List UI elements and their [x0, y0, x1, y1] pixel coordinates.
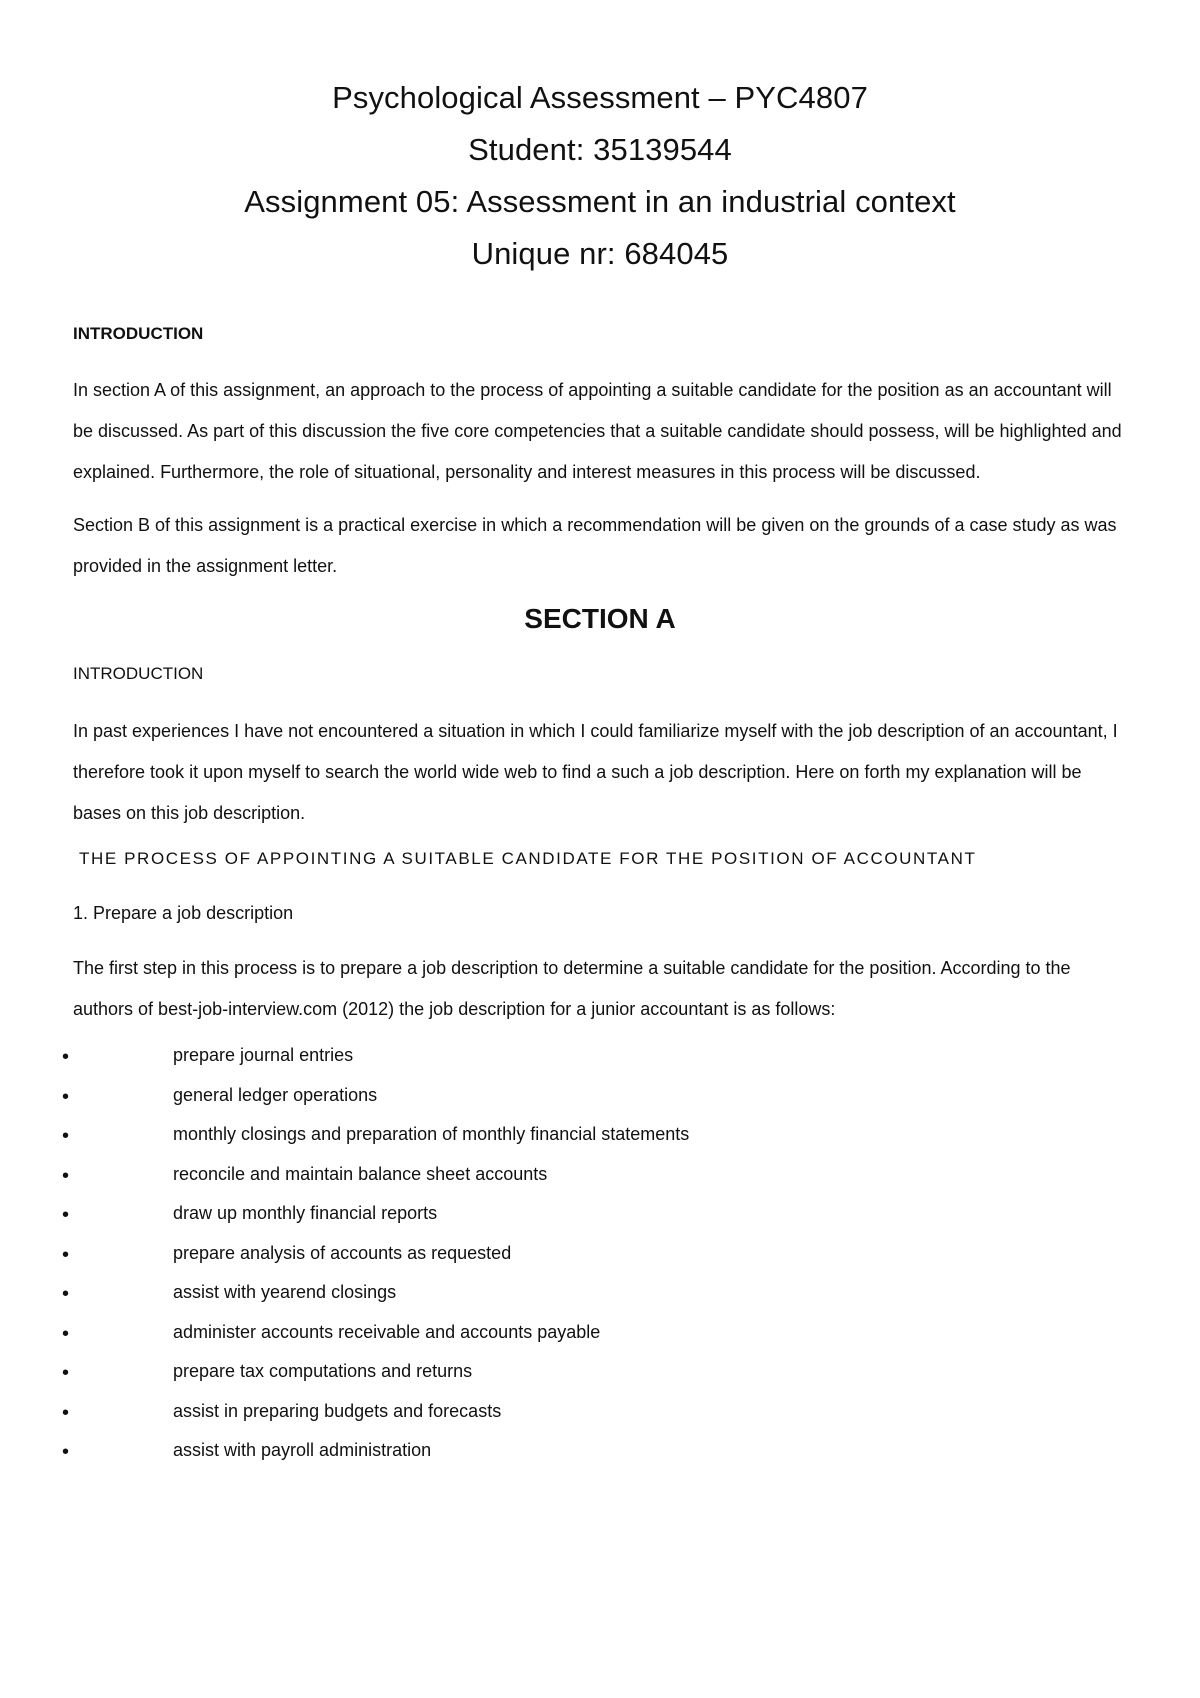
list-item [0, 1279, 1133, 1319]
list-item [0, 1358, 1133, 1398]
list-item-text: assist with payroll administration [173, 1440, 432, 1460]
course-title: Psychological Assessment – PYC4807 [332, 80, 868, 115]
step-1-paragraph: The first step in this process is to prepare a job description to determine a suitable candidate for the position. According to the authors of best-job-interview.com (2012) the job description for a junior accountant is as follows: [73, 958, 1071, 1019]
list-item-text: assist with yearend closings [173, 1282, 397, 1302]
process-heading: THE PROCESS OF APPOINTING A SUITABLE CANDIDATE FOR THE POSITION OF ACCOUNTANT [79, 849, 977, 868]
bullet-icon: • [62, 1362, 70, 1384]
bullet-icon: • [62, 1125, 70, 1147]
list-item-text: general ledger operations [173, 1084, 378, 1105]
bullet-icon: • [62, 1441, 70, 1463]
list-item [0, 1121, 1133, 1161]
bullet-icon: • [62, 1164, 70, 1187]
list-item [0, 1319, 1133, 1359]
job-description-list [0, 1042, 1133, 1477]
assignment-title: Assignment 05: Assessment in an industrial context [244, 184, 956, 219]
bullet-icon: • [62, 1085, 70, 1108]
document-title-block [0, 72, 1200, 280]
unique-number: Unique nr: 684045 [471, 236, 729, 271]
bullet-icon: • [62, 1204, 70, 1226]
section-a-introduction-heading: INTRODUCTION [73, 664, 204, 683]
introduction-heading: INTRODUCTION [73, 324, 204, 343]
introduction-paragraph-2: Section B of this assignment is a practical exercise in which a recommendation will be given on the grounds of a case study as was provided in the assignment letter. [73, 515, 1117, 576]
bullet-icon: • [62, 1046, 70, 1068]
list-item-text: prepare analysis of accounts as requested [173, 1242, 512, 1263]
step-1-heading: 1. Prepare a job description [73, 903, 294, 923]
list-item-text: assist in preparing budgets and forecasts [173, 1400, 502, 1421]
list-item-text: monthly closings and preparation of monthly financial statements [173, 1124, 690, 1144]
bullet-icon: • [62, 1243, 70, 1266]
list-item [0, 1082, 1133, 1122]
bullet-icon: • [62, 1322, 70, 1345]
list-item-text: administer accounts receivable and accounts payable [173, 1321, 601, 1342]
document-body [62, 322, 1133, 1477]
list-item [0, 1398, 1133, 1438]
list-item-text: prepare journal entries [173, 1045, 354, 1065]
bullet-icon: • [62, 1283, 70, 1305]
list-item [0, 1042, 1133, 1082]
section-a-heading: SECTION A [524, 603, 676, 634]
list-item-text: draw up monthly financial reports [173, 1203, 438, 1223]
section-a-introduction-paragraph: In past experiences I have not encountered a situation in which I could familiarize myself with the job description of an accountant, I therefore took it upon myself to search the world wide web to find a such a job description. Here on forth my explanation will be bases on this job description. [73, 721, 1118, 823]
list-item-text: prepare tax computations and returns [173, 1361, 473, 1381]
introduction-paragraph-1: In section A of this assignment, an approach to the process of appointing a suitable candidate for the position as an accountant will be discussed. As part of this discussion the five core competencies that a suitable candidate should possess, will be highlighted and explained. Furthermore, the role of situational, personality and interest measures in this process will be discussed. [73, 380, 1122, 482]
list-item [0, 1200, 1133, 1240]
list-item [0, 1161, 1133, 1201]
list-item-text: reconcile and maintain balance sheet accounts [173, 1163, 548, 1184]
student-number: Student: 35139544 [468, 132, 732, 167]
list-item [0, 1437, 1133, 1477]
list-item [0, 1240, 1133, 1280]
bullet-icon: • [62, 1401, 70, 1424]
